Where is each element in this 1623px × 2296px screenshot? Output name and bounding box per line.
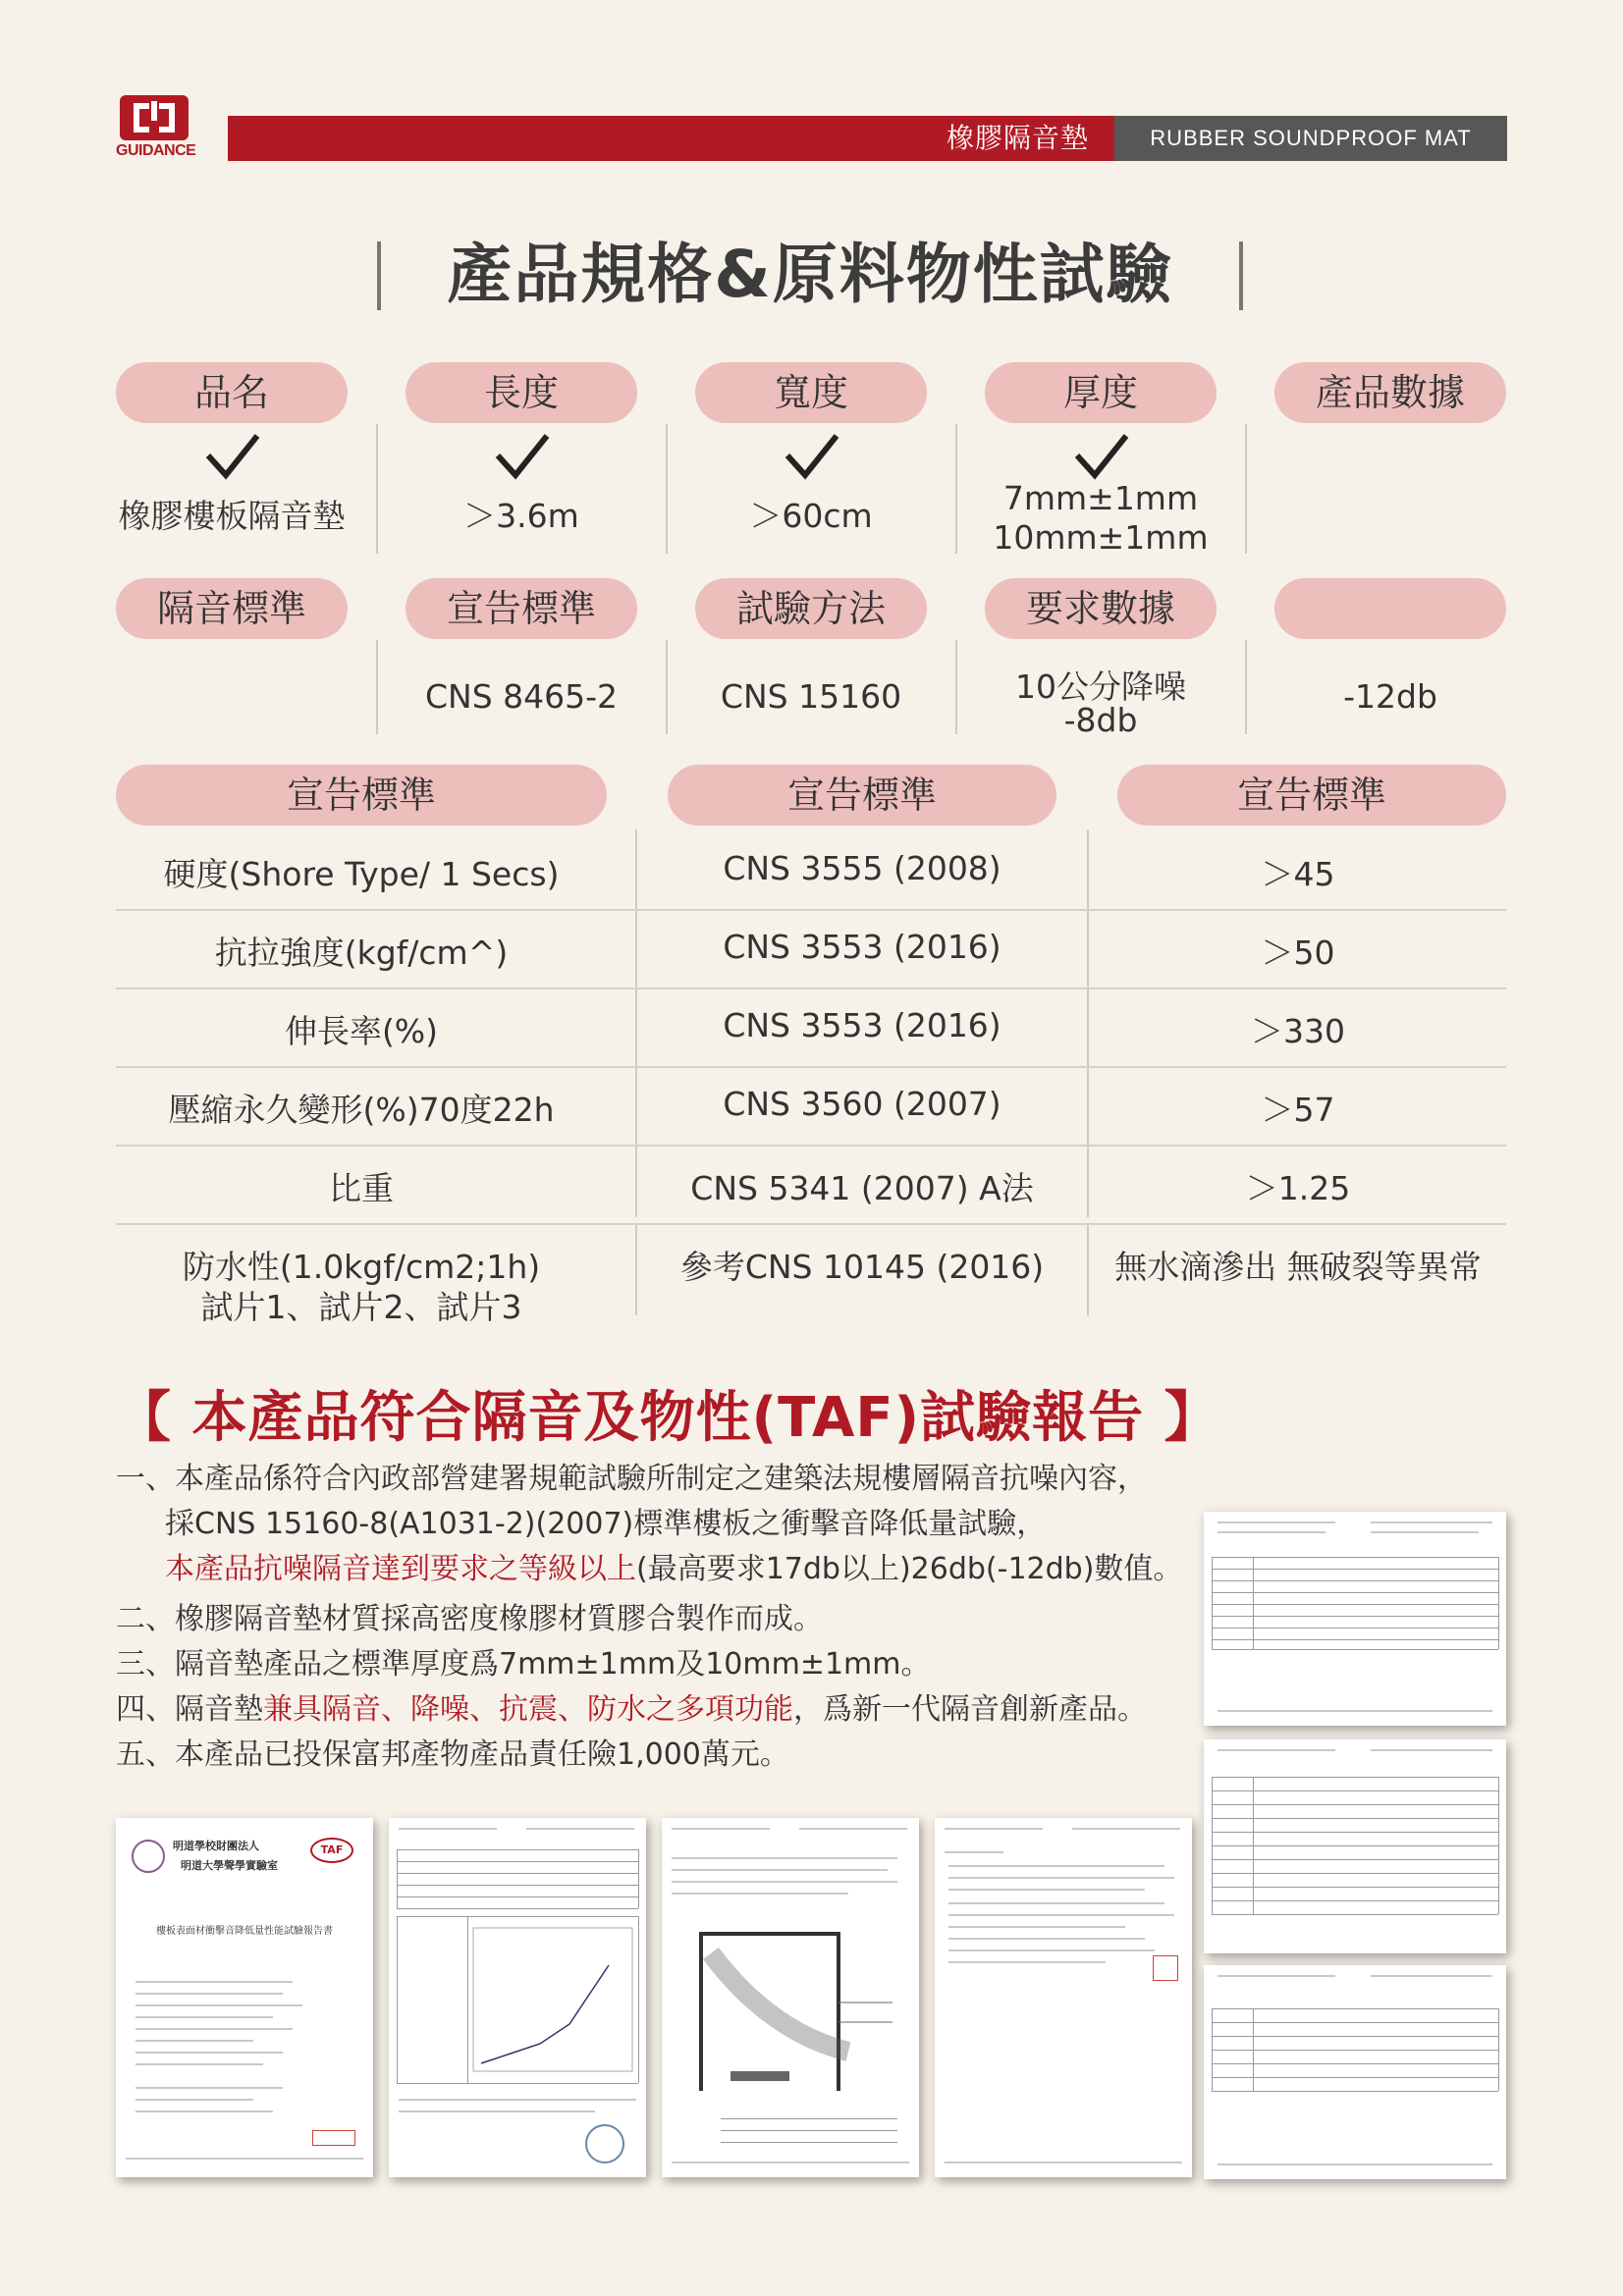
props-header-1: 宣告標準 bbox=[116, 765, 607, 826]
spec1-value-name: 橡膠樓板隔音墊 bbox=[118, 497, 346, 535]
row-divider bbox=[116, 988, 1506, 989]
red-stamp-icon bbox=[312, 2130, 355, 2146]
report-p4-post: ，爲新一代隔音創新產品。 bbox=[793, 1692, 1147, 1727]
report-p4-highlight: 兼具隔音、降噪、抗震、防水之多項功能 bbox=[263, 1692, 793, 1727]
spec1-value-width: ＞60cm bbox=[749, 497, 873, 535]
prop-name-gravity: 比重 bbox=[329, 1169, 394, 1207]
row-divider bbox=[116, 1066, 1506, 1068]
logo-text: GUIDANCE bbox=[116, 142, 196, 159]
cover-lab-name-2: 明道大學聲學實驗室 bbox=[181, 1859, 278, 1872]
spec2-header-method: 試驗方法 bbox=[695, 578, 927, 639]
report-p1c-rest: (最高要求17db以上)26db(-12db)數值。 bbox=[636, 1552, 1183, 1586]
prop-standard-elongation: CNS 3553 (2016) bbox=[723, 1006, 1001, 1044]
prop-value-hardness: ＞45 bbox=[1261, 855, 1335, 893]
divider bbox=[1245, 640, 1247, 734]
spec1-value-thickness-1: 7mm±1mm bbox=[1002, 479, 1199, 517]
row-divider bbox=[116, 1145, 1506, 1147]
divider bbox=[376, 424, 378, 554]
spec1-header-length: 長度 bbox=[406, 362, 637, 423]
spec2-value-method: CNS 15160 bbox=[720, 677, 902, 716]
university-seal-icon bbox=[132, 1840, 165, 1873]
report-page-thumbnail bbox=[1204, 1512, 1506, 1726]
prop-value-compression: ＞57 bbox=[1261, 1091, 1335, 1129]
prop-value-waterproof: 無水滴滲出 無破裂等異常 bbox=[1114, 1248, 1482, 1286]
prop-value-tensile: ＞50 bbox=[1261, 934, 1335, 972]
report-p5: 五、本產品已投保富邦產物產品責任險1,000萬元。 bbox=[116, 1737, 789, 1772]
prop-standard-compression: CNS 3560 (2007) bbox=[723, 1085, 1001, 1123]
spec1-value-length: ＞3.6m bbox=[463, 497, 579, 535]
prop-name-waterproof-1: 防水性(1.0kgf/cm2;1h) bbox=[182, 1248, 541, 1286]
divider bbox=[955, 424, 957, 554]
prop-name-compression: 壓縮永久變形(%)70度22h bbox=[168, 1091, 555, 1129]
spec1-header-data: 產品數據 bbox=[1274, 362, 1506, 423]
prop-value-gravity: ＞1.25 bbox=[1245, 1169, 1351, 1207]
row-divider bbox=[116, 909, 1506, 911]
title-right-bar bbox=[1239, 241, 1243, 310]
report-page-thumbnail bbox=[1204, 1739, 1506, 1953]
spec2-value-data: -12db bbox=[1343, 677, 1437, 716]
report-p1c bbox=[165, 1547, 1182, 1592]
blue-seal-icon bbox=[585, 2124, 624, 2163]
prop-name-elongation: 伸長率(%) bbox=[284, 1012, 439, 1050]
spec2-header-required: 要求數據 bbox=[985, 578, 1217, 639]
spec2-header-empty bbox=[1274, 578, 1506, 639]
report-p3: 三、隔音墊產品之標準厚度爲7mm±1mm及10mm±1mm。 bbox=[116, 1647, 931, 1682]
prop-name-hardness: 硬度(Shore Type/ 1 Secs) bbox=[163, 855, 560, 893]
report-p4 bbox=[116, 1687, 1147, 1733]
props-header-3: 宣告標準 bbox=[1117, 765, 1506, 826]
report-p4-pre: 四、隔音墊 bbox=[116, 1692, 263, 1727]
brand-logo bbox=[116, 95, 196, 164]
red-stamp-icon bbox=[1153, 1955, 1178, 1981]
divider bbox=[635, 829, 637, 1217]
check-icon bbox=[492, 432, 551, 481]
prop-standard-tensile: CNS 3553 (2016) bbox=[723, 928, 1001, 966]
prop-value-elongation: ＞330 bbox=[1251, 1012, 1345, 1050]
prop-standard-waterproof: 參考CNS 10145 (2016) bbox=[679, 1248, 1045, 1286]
spec1-header-thickness: 厚度 bbox=[985, 362, 1217, 423]
divider bbox=[955, 640, 957, 734]
prop-standard-gravity: CNS 5341 (2007) A法 bbox=[690, 1169, 1034, 1207]
report-cover-thumbnail bbox=[116, 1818, 373, 2177]
report-p1b: 採CNS 15160-8(A1031-2)(2007)標準樓板之衝擊音降低量試驗， bbox=[165, 1507, 1047, 1541]
spec2-header-sound: 隔音標準 bbox=[116, 578, 348, 639]
props-header-2: 宣告標準 bbox=[668, 765, 1056, 826]
check-icon bbox=[202, 432, 261, 481]
row-divider bbox=[116, 1223, 1506, 1225]
prop-name-tensile: 抗拉強度(kgf/cm^) bbox=[214, 934, 509, 972]
spec2-value-declared: CNS 8465-2 bbox=[424, 677, 619, 716]
prop-standard-hardness: CNS 3555 (2008) bbox=[723, 849, 1001, 887]
spec1-value-thickness-2: 10mm±1mm bbox=[993, 518, 1209, 557]
test-graph-icon bbox=[471, 1926, 634, 2073]
test-room-diagram-icon bbox=[691, 1914, 897, 2110]
taf-badge: TAF bbox=[310, 1838, 353, 1863]
spec2-header-declared: 宣告標準 bbox=[406, 578, 637, 639]
spec2-value-required-2: -8db bbox=[1063, 701, 1138, 739]
divider bbox=[1087, 1225, 1089, 1315]
report-p2: 二、橡膠隔音墊材質採高密度橡膠材質膠合製作而成。 bbox=[116, 1602, 823, 1636]
page-title-wrap bbox=[373, 236, 1247, 314]
report-title: 【 本產品符合隔音及物性(TAF)試驗報告 】 bbox=[116, 1386, 1220, 1450]
report-text-thumbnail bbox=[935, 1818, 1192, 2177]
check-icon bbox=[1071, 432, 1130, 481]
divider bbox=[666, 424, 668, 554]
report-p1c-highlight: 本產品抗噪隔音達到要求之等級以上 bbox=[165, 1552, 636, 1586]
cover-lab-name-1: 明道學校財團法人 bbox=[173, 1840, 259, 1852]
report-diagram-thumbnail bbox=[662, 1818, 919, 2177]
report-p1a: 一、本產品係符合內政部營建署規範試驗所制定之建築法規樓層隔音抗噪內容， bbox=[116, 1462, 1147, 1496]
logo-mark-icon bbox=[120, 95, 189, 140]
page-title: 產品規格&原料物性試驗 bbox=[447, 237, 1173, 312]
divider bbox=[666, 640, 668, 734]
divider bbox=[1087, 829, 1089, 1217]
spec1-header-width: 寬度 bbox=[695, 362, 927, 423]
report-data-thumbnail bbox=[389, 1818, 646, 2177]
header-product-en: RUBBER SOUNDPROOF MAT bbox=[1114, 116, 1507, 161]
spec1-header-name: 品名 bbox=[116, 362, 348, 423]
cover-doc-title: 樓板表面材衝擊音降低量性能試驗報告書 bbox=[156, 1926, 333, 1937]
divider bbox=[376, 640, 378, 734]
check-icon bbox=[782, 432, 840, 481]
divider bbox=[1245, 424, 1247, 554]
spec2-value-required-1: 10公分降噪 bbox=[1015, 667, 1186, 706]
prop-name-waterproof-2: 試片1、試片2、試片3 bbox=[200, 1288, 522, 1326]
report-page-thumbnail bbox=[1204, 1965, 1506, 2179]
divider bbox=[635, 1225, 637, 1315]
header-product-zh: 橡膠隔音墊 bbox=[946, 122, 1089, 154]
